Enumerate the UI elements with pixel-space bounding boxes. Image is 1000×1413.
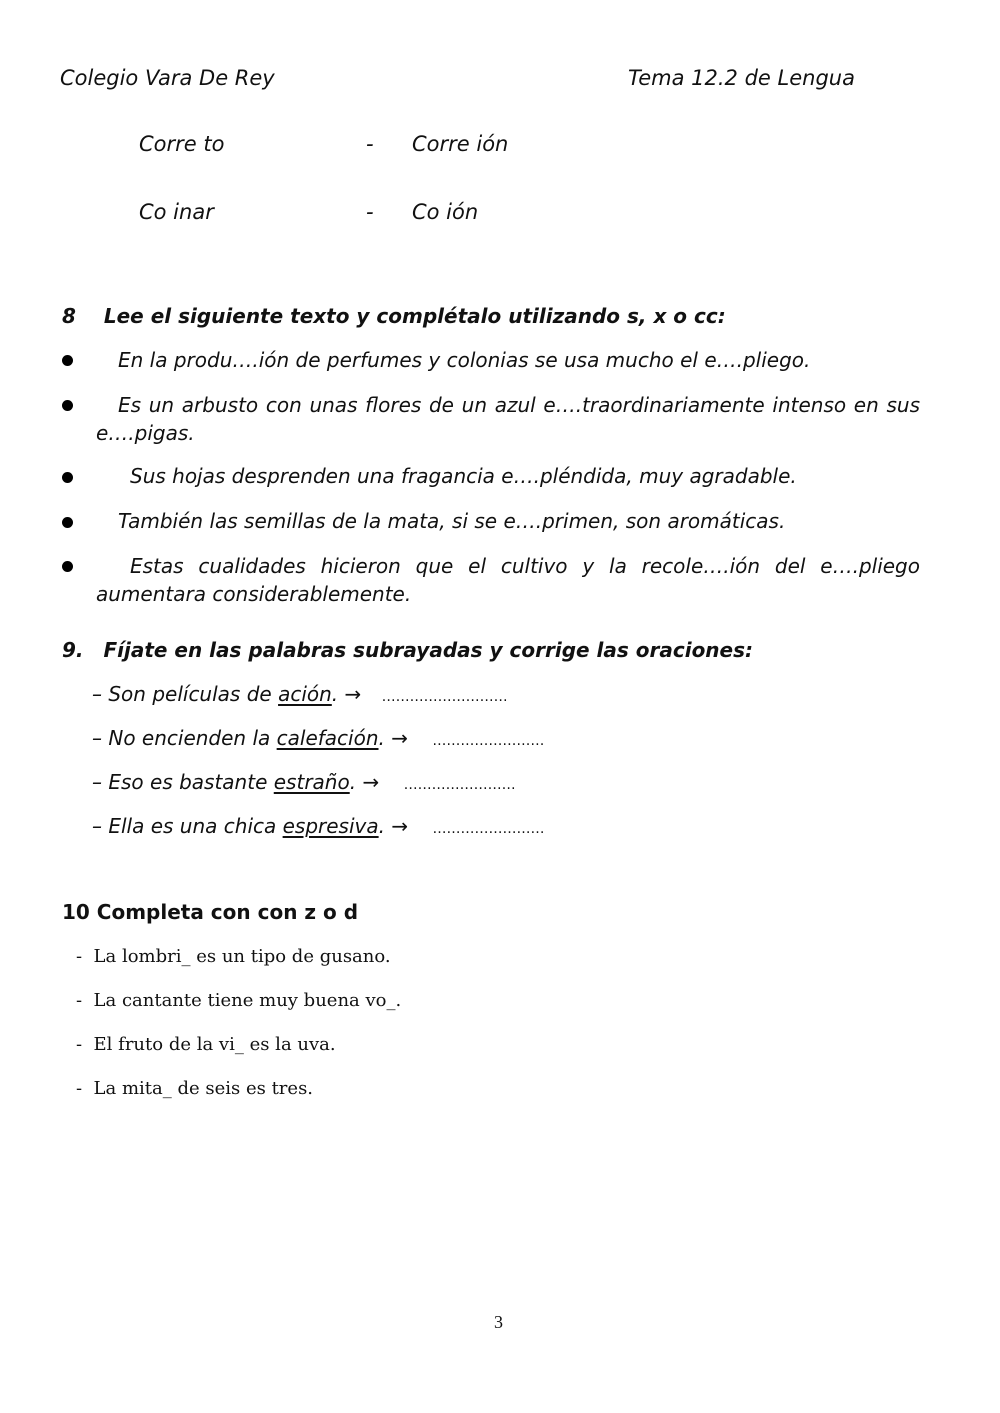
q9-item-4 [92,814,544,838]
q10-item-text: La mita_ de seis es tres. [93,1078,314,1099]
q10-item-dash: - [76,1078,83,1099]
q9-item-dash: – [92,770,102,794]
bullet-dot [62,355,73,366]
page-number: 3 [494,1312,503,1332]
topic-title: Tema 12.2 de Lengua [628,66,855,90]
q10-item-dash: - [76,946,83,967]
q9-item-period: . [331,682,345,706]
question-8-number: 8 [62,304,76,328]
pair-2-left: Co inar [139,200,214,224]
q8-item-1: En la produ….ión de perfumes y colonias se usa mucho el e….pliego. [118,348,811,372]
q9-answer-blank[interactable]: …………………… [432,733,545,749]
q10-item-text: La lombri_ es un tipo de gusano. [93,946,391,967]
question-10-title: 10 Completa con con z o d [62,900,359,924]
pair-1-dash: - [366,132,374,156]
question-8-title [62,304,726,328]
q9-item-text: Eso es bastante [108,770,274,794]
pair-1-left: Corre to [139,132,225,156]
pair-1-right: Corre ión [412,132,509,156]
pair-2-right: Co ión [412,200,479,224]
q10-item-text: La cantante tiene muy buena vo_. [93,990,402,1011]
question-8-text: Lee el siguiente texto y complétalo utilizando s, x o cc: [103,304,726,328]
q10-item-text: El fruto de la vi_ es la uva. [93,1034,336,1055]
q9-underlined-word: estraño [273,770,350,794]
q9-answer-blank[interactable]: ……………………… [381,689,508,705]
q8-item-3: Sus hojas desprenden una fragancia e….pléndida, muy agradable. [130,464,797,488]
bullet-dot [62,472,73,483]
q9-item-1 [92,682,508,706]
q8-item-5-line-2: aumentara considerablemente. [96,582,412,606]
question-9-text: Fíjate en las palabras subrayadas y corrige las oraciones: [103,638,754,662]
q9-item-dash: – [92,726,102,750]
q9-underlined-word: ación [278,682,332,706]
q9-item-period: . [378,726,392,750]
q9-item-dash: – [92,682,102,706]
q8-item-2-line-1: Es un arbusto con unas flores de un azul e….traordinariamente intenso en sus [118,393,920,417]
arrow-right-icon: → [391,726,408,750]
q8-item-5-line-1: Estas cualidades hicieron que el cultivo y la recole….ión del e….pliego [130,554,920,578]
q9-answer-blank[interactable]: …………………… [403,777,516,793]
bullet-dot [62,561,73,572]
pair-2-dash: - [366,200,374,224]
q9-underlined-word: espresiva [282,814,379,838]
arrow-right-icon: → [391,814,409,838]
q9-item-3 [92,770,516,794]
q10-item-dash: - [76,990,83,1011]
bullet-dot [62,517,73,528]
q9-item-text: No encienden la [108,726,277,750]
q10-item-2 [76,990,401,1011]
q10-item-1 [76,946,391,967]
q8-item-4: También las semillas de la mata, si se e….primen, son aromáticas. [118,509,786,533]
school-name: Colegio Vara De Rey [60,66,275,90]
question-9-title [62,638,753,662]
arrow-right-icon: → [344,682,362,706]
q10-item-4 [76,1078,313,1099]
q9-item-2 [92,726,544,750]
q10-item-3 [76,1034,336,1055]
q9-answer-blank[interactable]: …………………… [432,821,545,837]
q8-item-2-line-2: e….pigas. [96,421,195,445]
q9-item-text: Ella es una chica [108,814,283,838]
q9-item-period: . [378,814,392,838]
bullet-dot [62,400,73,411]
question-9-number: 9. [62,638,84,662]
q9-item-text: Son películas de [108,682,279,706]
q9-underlined-word: calefación [276,726,379,750]
q9-item-dash: – [92,814,102,838]
q10-item-dash: - [76,1034,83,1055]
arrow-right-icon: → [362,770,380,794]
q9-item-period: . [349,770,363,794]
